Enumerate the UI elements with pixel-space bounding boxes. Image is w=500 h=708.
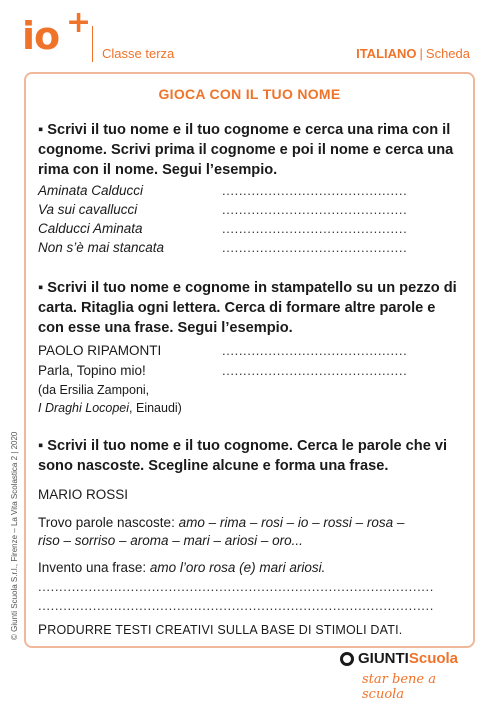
answer-dots-5[interactable]: ............................................ [222,343,408,358]
class-label: Classe terza [102,46,175,61]
example-name-3: MARIO ROSSI [38,487,129,502]
found-words-1: amo – rima – rosi – io – rossi – rosa – [178,515,405,530]
instruction-1: ▪ Scrivi il tuo nome e il tuo cognome e cerca una rima con il cognome. Scrivi prima il cognome e poi il nome e cerca una rima con il nome. Segui l’esempio. [38,122,454,178]
learning-objective [38,621,402,639]
example-line-2: Va sui cavallucci [38,202,138,217]
copyright-credit: © Giunti Scuola S.r.l., Firenze – La Vita Scolastica 2 | 2020 [10,431,19,640]
found-words-line-2: riso – sorriso – aroma – mari – ariosi – oro... [38,533,303,548]
header-divider [92,26,93,62]
phrase-label: Invento una frase: [38,560,147,575]
worksheet-title: GIOCA CON IL TUO NOME [158,86,341,102]
credit-line-2 [38,399,182,417]
logo-plus: + [66,5,92,40]
invent-phrase-line [38,559,325,577]
logo-text: io [22,14,60,58]
worksheet-frame [24,72,475,648]
found-label: Trovo parole nascoste: [38,515,175,530]
found-words-line-1 [38,514,465,532]
brand-slogan: star bene a scuola [362,672,436,702]
brand-name [358,650,458,667]
objective-text: RODURRE TESTI CREATIVI SULLA BASE DI STIMOLI DATI. [47,623,403,637]
answer-dots-8[interactable]: .............................................................................................. [38,598,434,613]
answer-dots-6[interactable]: ............................................ [222,363,408,378]
credit-book: I Draghi Locopei [38,401,130,415]
credit-publisher: , Einaudi) [129,401,182,415]
example-line-1: Aminata Calducci [38,183,144,198]
instruction-2: ▪ Scrivi il tuo nome e cognome in stampatello su un pezzo di carta. Ritaglia ogni lettera. Cerca di formare altre parole e con esse una frase. Segui l’esempio. [38,280,457,336]
example-name-2: PAOLO RIPAMONTI [38,343,162,358]
credit-line-1: (da Ersilia Zamponi, [38,383,150,397]
objective-initial: P [38,622,48,637]
example-line-3: Calducci Aminata [38,221,143,236]
separator: | [419,46,423,61]
brand-name-accent: Scuola [408,650,459,667]
io-plus-logo [22,5,92,62]
answer-dots-7[interactable]: .............................................................................................. [38,579,434,594]
answer-dots-3[interactable]: ............................................ [222,221,408,236]
example-phrase-2: Parla, Topino mio! [38,363,146,378]
giunti-g-icon [340,652,354,666]
giunti-scuola-logo [340,650,470,702]
subject: ITALIANO [356,46,417,61]
answer-dots-1[interactable]: ............................................ [222,183,408,198]
answer-dots-4[interactable]: ............................................ [222,240,408,255]
subject-label [356,46,470,61]
example-line-4: Non s’è mai stancata [38,240,165,255]
instruction-3: ▪ Scrivi il tuo nome e il tuo cognome. Cerca le parole che vi sono nascoste. Scegline alcune e forma una frase. [38,438,448,474]
invented-phrase: amo l’oro rosa (e) mari ariosi. [149,560,326,575]
brand-name-main: GIUNTI [358,650,409,667]
answer-dots-2[interactable]: ............................................ [222,202,408,217]
sheet-label: Scheda [425,46,470,61]
